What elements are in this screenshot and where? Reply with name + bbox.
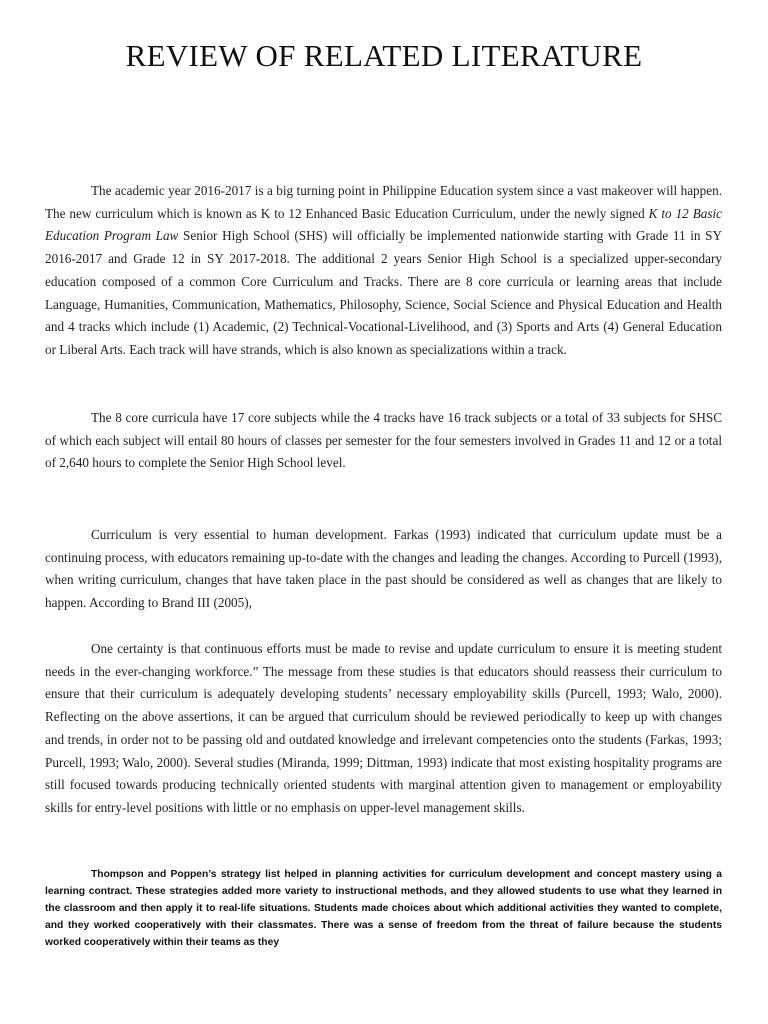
paragraph-text: Senior High School (SHS) will officially be implemented nationwide starting with Grade 11 in SY 2016-2017 and Grade 12 in SY 2017-2018. The additional 2 years Senior High School is a specialized upper-secondary education composed of a common Core Curriculum and Tracks. There are 8 core curricula or learning areas that include Language, Humanities, Communication, Mathematics, Philosophy, Science, Social Science and Physical Education and Health and 4 tracks which include (1) Academic, (2) Technical-Vocational-Livelihood, and (3) Sports and Arts (4) General Education or Liberal Arts. Each track will have strands, which is also known as specializations within a track. — [45, 228, 722, 357]
document-title: REVIEW OF RELATED LITERATURE — [125, 38, 643, 73]
law-title-italic: K to 12 Basic Education Program Law — [45, 205, 722, 244]
paragraph-curriculum-revision: One certainty is that continuous efforts must be made to revise and update curriculum to ensure it is meeting student needs in the ever-changing workforce.” The message from these studies is that educators should reassess their curriculum to ensure that their curriculum is adequately developing students’ necessary employability skills (Purcell, 1993; Walo, 2000). Reflecting on the above assertions, it can be argued that curriculum should be reviewed periodically to keep up with changes and trends, in order not to be passing old and outdated knowledge and irrelevant competencies onto the students (Farkas, 1993; Purcell, 1993; Walo, 2000). Several studies (Miranda, 1999; Dittman, 1993) indicate that most existing hospitality programs are still focused towards producing technically oriented students with marginal attention given to management or employability skills for entry-level positions with little or no emphasis on upper-level management skills. — [45, 641, 722, 815]
paragraph-curriculum-development: Curriculum is very essential to human development. Farkas (1993) indicated that curriculum update must be a continuing process, with educators remaining up-to-date with the changes and leading the changes. According to Purcell (1993), when writing curriculum, changes that have taken place in the past should be considered as well as changes that are likely to happen. According to Brand III (2005), — [45, 527, 722, 611]
paragraph-thompson-poppen: Thompson and Poppen’s strategy list helped in planning activities for curriculum development and concept mastery using a learning contract. These strategies added more variety to instructional methods, and they allowed students to use what they learned in the classroom and then apply it to real-life situations. Students made choices about which additional activities they wanted to complete, and they worked cooperatively with their classmates. There was a sense of freedom from the threat of failure because the students worked cooperatively within their teams as they — [45, 869, 722, 948]
paragraph-k12-overview — [45, 180, 722, 362]
paragraph-text: The academic year 2016-2017 is a big turning point in Philippine Education system since a vast makeover will happen. The new curriculum which is known as K to 12 Enhanced Basic Education Curriculum, under the newly signed — [45, 183, 722, 221]
paragraph-core-subjects: The 8 core curricula have 17 core subjects while the 4 tracks have 16 track subjects or a total of 33 subjects for SHSC of which each subject will entail 80 hours of classes per semester for the four semesters involved in Grades 11 and 12 or a total of 2,640 hours to complete the Senior High School level. — [45, 410, 722, 471]
